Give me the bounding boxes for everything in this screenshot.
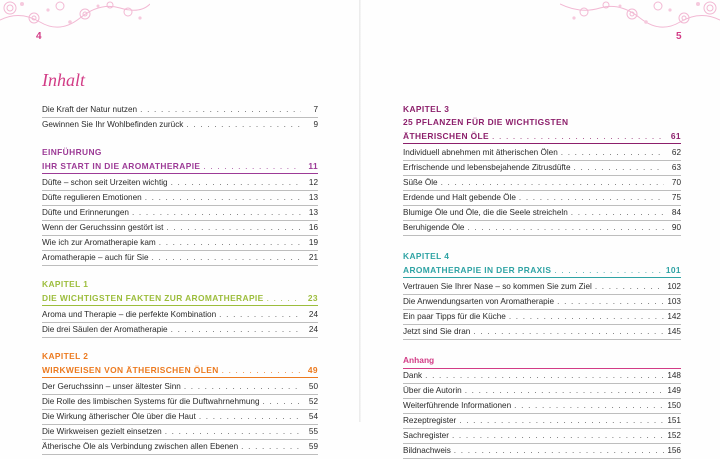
entry-title: Aroma und Therapie – die perfekte Kombination xyxy=(42,310,217,319)
entry-title: AROMATHERAPIE IN DER PRAXIS xyxy=(403,265,552,275)
toc-entry[interactable] xyxy=(403,295,681,310)
dot-leader xyxy=(425,369,664,383)
entry-title: Über die Autorin xyxy=(403,386,462,395)
section-heading[interactable] xyxy=(403,129,681,144)
toc-entry[interactable] xyxy=(403,369,681,384)
toc-entry[interactable] xyxy=(42,395,318,410)
entry-title: Die Anwendungsarten von Aromatherapie xyxy=(403,297,555,306)
entry-page: 12 xyxy=(308,178,318,187)
toc-entry[interactable] xyxy=(403,146,681,161)
toc-entry[interactable] xyxy=(42,425,318,440)
entry-title: Beruhigende Öle xyxy=(403,223,465,232)
toc-entry[interactable] xyxy=(403,310,681,325)
toc-entry[interactable] xyxy=(403,429,681,444)
entry-title: Dank xyxy=(403,371,423,380)
entry-title: Süße Öle xyxy=(403,178,438,187)
entry-page: 149 xyxy=(667,386,681,395)
entry-page: 50 xyxy=(308,382,318,391)
toc-entry[interactable] xyxy=(42,118,318,132)
toc-entry[interactable] xyxy=(42,308,318,323)
dot-leader xyxy=(574,161,665,175)
dot-leader xyxy=(557,295,664,309)
toc-entry[interactable] xyxy=(403,280,681,295)
entry-title: IHR START IN DIE AROMATHERAPIE xyxy=(42,161,201,171)
entry-title: Wenn der Geruchssinn gestört ist xyxy=(42,223,164,232)
toc-section-einfuehrung xyxy=(42,146,318,266)
toc-entry[interactable] xyxy=(42,440,318,455)
toc-entry[interactable] xyxy=(403,444,681,459)
entry-page: 63 xyxy=(671,163,681,172)
section-heading[interactable] xyxy=(42,363,318,378)
entry-page: 54 xyxy=(308,412,318,421)
page-number-right: 5 xyxy=(676,31,682,42)
toc-entry[interactable] xyxy=(403,221,681,236)
entry-page: 101 xyxy=(665,265,681,275)
entry-page: 61 xyxy=(670,131,681,141)
dot-leader xyxy=(554,264,662,278)
toc-entry[interactable] xyxy=(403,206,681,221)
toc-section-kapitel-1 xyxy=(42,278,318,338)
dot-leader xyxy=(159,236,301,250)
dot-leader xyxy=(171,176,301,190)
section-heading-line: 25 PFLANZEN FÜR DIE WICHTIGSTEN xyxy=(403,117,569,127)
dot-leader xyxy=(241,440,301,454)
dot-leader xyxy=(595,280,664,294)
entry-page: 148 xyxy=(667,371,681,380)
toc-entry[interactable] xyxy=(42,323,318,338)
toc-left-column xyxy=(42,103,318,455)
entry-page: 9 xyxy=(313,120,318,129)
entry-page: 16 xyxy=(308,223,318,232)
entry-page: 102 xyxy=(667,282,681,291)
entry-page: 84 xyxy=(671,208,681,217)
dot-leader xyxy=(571,206,664,220)
dot-leader xyxy=(452,429,664,443)
entry-title: Düfte und Erinnerungen xyxy=(42,208,129,217)
dot-leader xyxy=(165,425,301,439)
entry-title: Düfte regulieren Emotionen xyxy=(42,193,142,202)
entry-title: Ein paar Tipps für die Küche xyxy=(403,312,506,321)
toc-entry[interactable] xyxy=(403,399,681,414)
toc-entry[interactable] xyxy=(403,191,681,206)
entry-page: 152 xyxy=(667,431,681,440)
section-heading[interactable] xyxy=(403,263,681,278)
section-label: EINFÜHRUNG xyxy=(42,147,102,157)
dot-leader xyxy=(186,118,301,132)
entry-title: Der Geruchssinn – unser ältester Sinn xyxy=(42,382,181,391)
section-heading[interactable]: Anhang xyxy=(403,352,681,369)
entry-title: Vertrauen Sie Ihrer Nase – so kommen Sie zum Ziel xyxy=(403,282,592,291)
entry-title: Weiterführende Informationen xyxy=(403,401,512,410)
floral-ornament-right-icon xyxy=(560,0,720,30)
toc-entry[interactable] xyxy=(42,206,318,221)
entry-page: 52 xyxy=(308,397,318,406)
entry-title: Rezeptregister xyxy=(403,416,457,425)
toc-entry[interactable] xyxy=(42,103,318,118)
entry-page: 11 xyxy=(308,161,318,171)
entry-title: Die Rolle des limbischen Systems für die Duftwahrnehmung xyxy=(42,397,260,406)
entry-page: 55 xyxy=(308,427,318,436)
floral-ornament-left-icon xyxy=(0,0,150,30)
dot-leader xyxy=(219,308,301,322)
dot-leader xyxy=(222,364,301,378)
dot-leader xyxy=(441,176,664,190)
entry-page: 142 xyxy=(667,312,681,321)
section-label: KAPITEL 2 xyxy=(42,351,89,361)
dot-leader xyxy=(263,395,301,409)
entry-title: Ätherische Öle als Verbindung zwischen allen Ebenen xyxy=(42,442,239,451)
entry-title: Die Wirkung ätherischer Öle über die Haut xyxy=(42,412,196,421)
dot-leader xyxy=(184,380,301,394)
toc-entry[interactable] xyxy=(403,161,681,176)
toc-section-kapitel-2 xyxy=(42,350,318,455)
toc-entry[interactable] xyxy=(403,176,681,191)
dot-leader xyxy=(492,130,664,144)
dot-leader xyxy=(171,323,301,337)
entry-title: Erdende und Halt gebende Öle xyxy=(403,193,516,202)
entry-title: Düfte – schon seit Urzeiten wichtig xyxy=(42,178,168,187)
entry-page: 90 xyxy=(671,223,681,232)
entry-page: 151 xyxy=(667,416,681,425)
toc-right-column xyxy=(403,103,681,459)
entry-page: 150 xyxy=(667,401,681,410)
dot-leader xyxy=(454,444,664,458)
entry-title: Die Wirkweisen gezielt einsetzen xyxy=(42,427,162,436)
toc-entry[interactable] xyxy=(42,176,318,191)
entry-title: Wie ich zur Aromatherapie kam xyxy=(42,238,156,247)
dot-leader xyxy=(145,191,301,205)
entry-page: 103 xyxy=(667,297,681,306)
dot-leader xyxy=(459,414,664,428)
toc-entry[interactable] xyxy=(42,251,318,266)
toc-section-anhang xyxy=(403,352,681,459)
entry-title: ÄTHERISCHEN ÖLE xyxy=(403,131,490,141)
toc-section-kapitel-3 xyxy=(403,103,681,236)
dot-leader xyxy=(467,221,664,235)
dot-leader xyxy=(465,384,664,398)
dot-leader xyxy=(203,160,301,174)
entry-page: 24 xyxy=(308,310,318,319)
entry-title: Gewinnen Sie Ihr Wohlbefinden zurück xyxy=(42,120,184,129)
entry-page: 13 xyxy=(308,193,318,202)
entry-page: 7 xyxy=(313,105,318,114)
entry-page: 24 xyxy=(308,325,318,334)
entry-title: DIE WICHTIGSTEN FAKTEN ZUR AROMATHERAPIE xyxy=(42,293,264,303)
toc-entry[interactable] xyxy=(42,410,318,425)
entry-title: Jetzt sind Sie dran xyxy=(403,327,471,336)
toc-entry[interactable] xyxy=(42,191,318,206)
dot-leader xyxy=(509,310,664,324)
dot-leader xyxy=(166,221,301,235)
entry-title: Sachregister xyxy=(403,431,449,440)
toc-section-kapitel-4 xyxy=(403,250,681,340)
entry-page: 156 xyxy=(667,446,681,455)
dot-leader xyxy=(514,399,664,413)
dot-leader xyxy=(519,191,664,205)
book-gutter xyxy=(359,0,361,422)
entry-title: Aromatherapie – auch für Sie xyxy=(42,253,149,262)
dot-leader xyxy=(152,251,302,265)
entry-title: Individuell abnehmen mit ätherischen Ölen xyxy=(403,148,558,157)
section-label: KAPITEL 4 xyxy=(403,251,450,261)
section-label: KAPITEL 1 xyxy=(42,279,89,289)
section-heading[interactable] xyxy=(42,159,318,174)
entry-page: 13 xyxy=(308,208,318,217)
entry-page: 21 xyxy=(308,253,318,262)
entry-page: 70 xyxy=(671,178,681,187)
entry-title: WIRKWEISEN VON ÄTHERISCHEN ÖLEN xyxy=(42,365,219,375)
entry-title: Die drei Säulen der Aromatherapie xyxy=(42,325,168,334)
entry-page: 49 xyxy=(307,365,318,375)
entry-page: 23 xyxy=(307,293,318,303)
section-heading[interactable] xyxy=(42,291,318,306)
toc-entry[interactable] xyxy=(403,384,681,399)
entry-page: 75 xyxy=(671,193,681,202)
entry-page: 62 xyxy=(671,148,681,157)
entry-title: Bildnachweis xyxy=(403,446,451,455)
toc-intro xyxy=(42,103,318,132)
entry-title: Erfrischende und lebensbejahende Zitrusdüfte xyxy=(403,163,571,172)
dot-leader xyxy=(140,103,301,117)
toc-entry[interactable] xyxy=(42,380,318,395)
entry-title: Die Kraft der Natur nutzen xyxy=(42,105,138,114)
toc-entry[interactable] xyxy=(42,221,318,236)
section-label: KAPITEL 3 xyxy=(403,104,450,114)
dot-leader xyxy=(473,325,664,339)
entry-page: 145 xyxy=(667,327,681,336)
page-number-left: 4 xyxy=(36,31,42,42)
entry-page: 19 xyxy=(308,238,318,247)
entry-page: 59 xyxy=(308,442,318,451)
dot-leader xyxy=(267,292,301,306)
dot-leader xyxy=(561,146,664,160)
dot-leader xyxy=(132,206,301,220)
entry-title: Blumige Öle und Öle, die die Seele streicheln xyxy=(403,208,568,217)
toc-entry[interactable] xyxy=(42,236,318,251)
page-title: Inhalt xyxy=(42,70,85,90)
toc-entry[interactable] xyxy=(403,325,681,340)
